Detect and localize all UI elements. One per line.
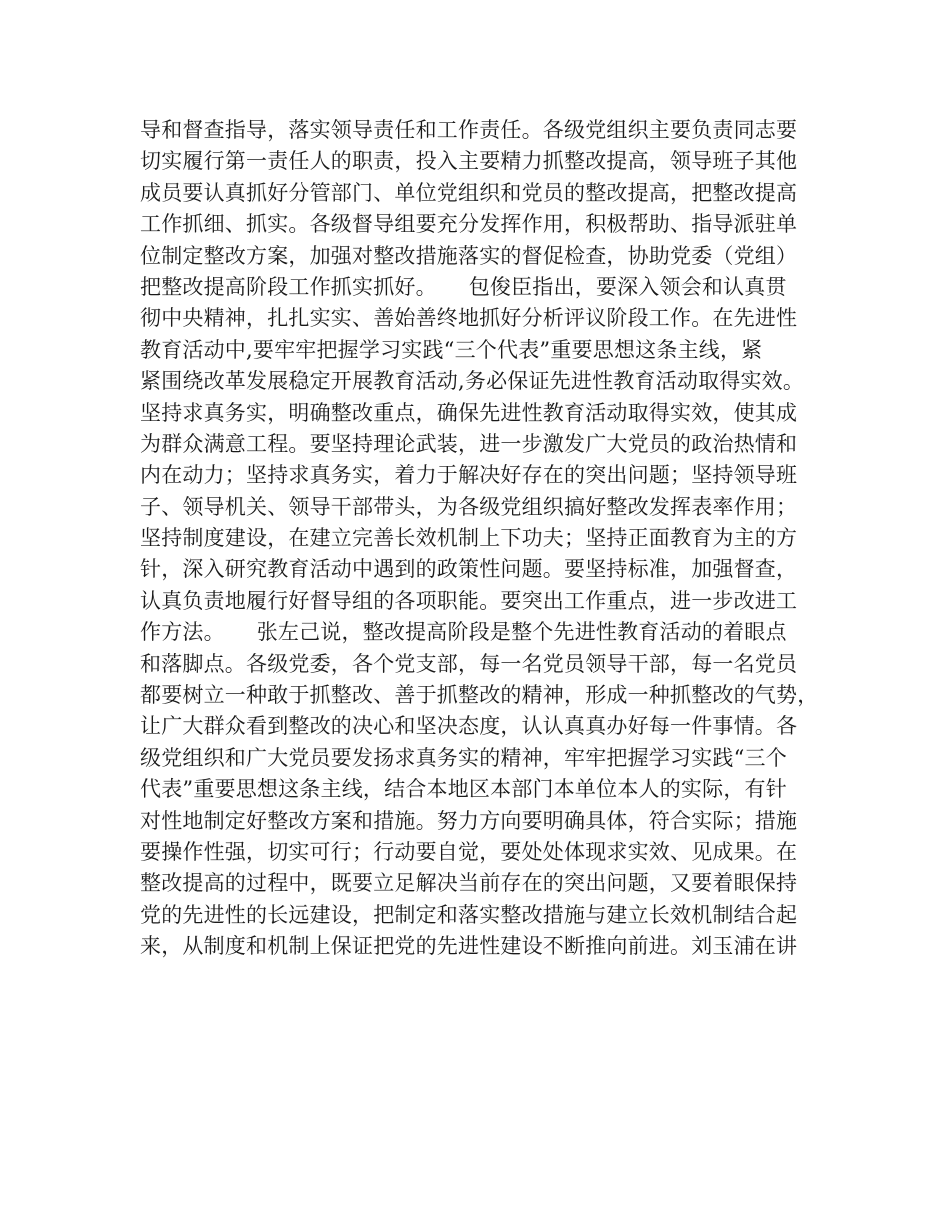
text-line: 工作抓细、抓实。各级督导组要充分发挥作用，积极帮助、指导派驻单: [140, 212, 798, 237]
text-line: 都要树立一种敢于抓整改、善于抓整改的精神，形成一种抓整改的气势，: [140, 683, 819, 708]
text-line: 坚持求真务实，明确整改重点，确保先进性教育活动取得实效，使其成: [140, 400, 798, 425]
text-line: 成员要认真抓好分管部门、单位党组织和党员的整改提高，把整改提高: [140, 180, 798, 205]
text-line: 坚持制度建设，在建立完善长效机制上下功夫；坚持正面教育为主的方: [140, 526, 798, 551]
text-line: 来，从制度和机制上保证把党的先进性建设不断推向前进。刘玉浦在讲: [140, 934, 798, 959]
text-line: 作方法。 张左己说，整改提高阶段是整个先进性教育活动的着眼点: [140, 620, 787, 645]
text-line: 要操作性强，切实可行；行动要自觉，要处处体现求实效、见成果。在: [140, 839, 798, 864]
text-line: 导和督查指导，落实领导责任和工作责任。各级党组织主要负责同志要: [140, 118, 798, 142]
text-line: 针，深入研究教育活动中遇到的政策性问题。要坚持标准，加强督查，: [140, 557, 798, 582]
text-line: 认真负责地履行好督导组的各项职能。要突出工作重点，进一步改进工: [140, 588, 798, 613]
text-line: 紧围绕改革发展稳定开展教育活动,务必保证先进性教育活动取得实效。: [140, 369, 805, 394]
text-line: 位制定整改方案，加强对整改措施落实的督促检查，协助党委（党组）: [140, 243, 798, 268]
text-line: 为群众满意工程。要坚持理论武装，进一步激发广大党员的政治热情和: [140, 431, 798, 456]
text-line: 对性地制定好整改方案和措施。努力方向要明确具体，符合实际；措施: [140, 808, 798, 833]
text-line: 整改提高的过程中，既要立足解决当前存在的突出问题，又要着眼保持: [140, 871, 798, 896]
text-line: 子、领导机关、领导干部带头，为各级党组织搞好整改发挥表率作用；: [140, 494, 798, 519]
text-line: 彻中央精神，扎扎实实、善始善终地抓好分析评议阶段工作。在先进性: [140, 306, 798, 331]
text-line: 切实履行第一责任人的职责，投入主要精力抓整改提高，领导班子其他: [140, 149, 798, 174]
text-line: 代表”重要思想这条主线，结合本地区本部门本单位本人的实际，有针: [140, 777, 787, 802]
text-line: 党的先进性的长远建设，把制定和落实整改措施与建立长效机制结合起: [140, 902, 798, 927]
text-line: 把整改提高阶段工作抓实抓好。 包俊臣指出，要深入领会和认真贯: [140, 274, 787, 299]
body-text: [140, 115, 830, 963]
text-line: 和落脚点。各级党委，各个党支部，每一名党员领导干部，每一名党员: [140, 651, 798, 676]
text-line: 让广大群众看到整改的决心和坚决态度，认认真真办好每一件事情。各: [140, 714, 798, 739]
text-line: 内在动力；坚持求真务实，着力于解决好存在的突出问题；坚持领导班: [140, 463, 798, 488]
text-line: 教育活动中,要牢牢把握学习实践“三个代表”重要思想这条主线，紧: [140, 337, 763, 362]
text-line: 级党组织和广大党员要发扬求真务实的精神，牢牢把握学习实践“三个: [140, 745, 787, 770]
